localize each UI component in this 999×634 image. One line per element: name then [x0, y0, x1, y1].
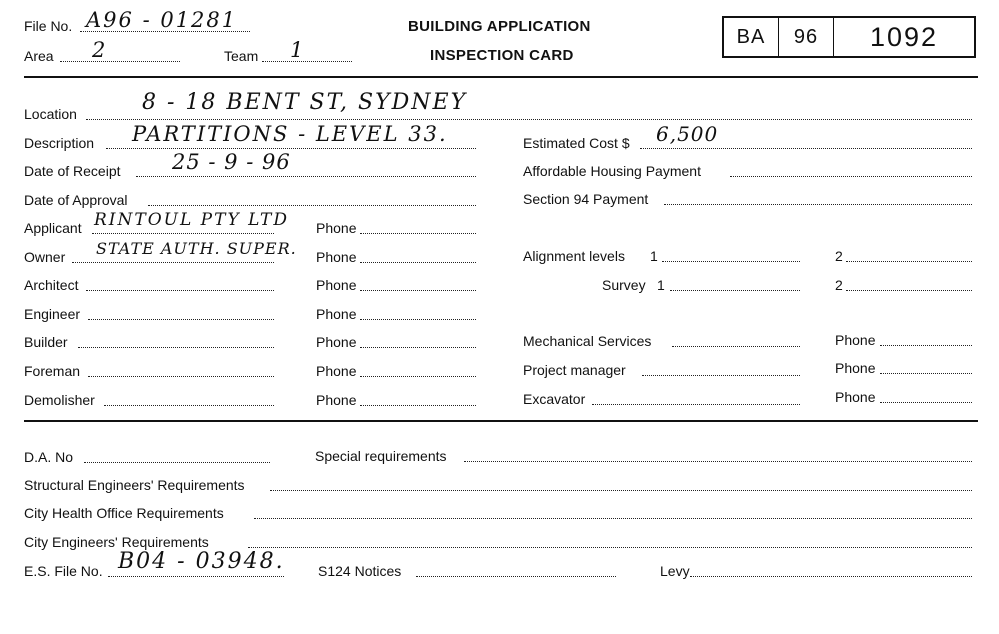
es-file-line — [108, 576, 284, 577]
health-label: City Health Office Requirements — [24, 505, 224, 521]
alignment-2: 2 — [835, 248, 843, 264]
engineer-line — [88, 319, 274, 320]
ref-number: 1092 — [869, 21, 939, 52]
area-value: 2 — [92, 38, 107, 62]
structural-line — [270, 490, 972, 491]
alignment-1: 1 — [650, 248, 658, 264]
city-eng-label: City Engineers' Requirements — [24, 534, 209, 550]
location-label: Location — [24, 106, 77, 122]
excavator-line — [592, 404, 800, 405]
location-line — [86, 119, 972, 120]
applicant-line — [92, 233, 274, 234]
mechanical-line — [672, 346, 800, 347]
owner-label: Owner — [24, 249, 66, 265]
alignment-1-line — [662, 261, 800, 262]
s124-label: S124 Notices — [318, 563, 402, 579]
ref-year: 96 — [779, 18, 834, 56]
es-file-value: B04 - 03948. — [118, 549, 285, 574]
receipt-value: 25 - 9 - 96 — [172, 150, 291, 174]
es-file-label: E.S. File No. — [24, 563, 103, 579]
estimated-cost-value: 6,500 — [656, 122, 719, 146]
demolisher-phone-label: Phone — [316, 392, 357, 408]
owner-phone-line — [360, 262, 476, 263]
location-value: 8 - 18 BENT ST, SYDNEY — [142, 90, 468, 115]
project-manager-phone-line — [880, 373, 972, 374]
project-manager-phone-label: Phone — [835, 360, 876, 376]
survey-label: Survey — [602, 277, 646, 293]
engineer-phone-label: Phone — [316, 306, 357, 322]
architect-label: Architect — [24, 277, 79, 293]
area-label: Area — [24, 48, 54, 64]
affordable-label: Affordable Housing Payment — [523, 163, 701, 179]
excavator-phone-label: Phone — [835, 389, 876, 405]
receipt-label: Date of Receipt — [24, 163, 121, 179]
file-no-label: File No. — [24, 18, 73, 34]
mechanical-phone-line — [880, 345, 972, 346]
foreman-label: Foreman — [24, 363, 81, 379]
city-eng-line — [248, 547, 972, 548]
owner-value: STATE AUTH. SUPER. — [96, 239, 297, 258]
special-label: Special requirements — [315, 448, 447, 464]
divider-top — [24, 76, 978, 78]
architect-phone-line — [360, 290, 476, 291]
alignment-2-line — [846, 261, 972, 262]
health-line — [254, 518, 972, 519]
description-value: PARTITIONS - LEVEL 33. — [132, 122, 448, 146]
foreman-phone-label: Phone — [316, 363, 357, 379]
ref-prefix: BA — [724, 18, 779, 56]
project-manager-line — [642, 375, 800, 376]
approval-line — [148, 205, 476, 206]
estimated-cost-line — [640, 148, 972, 149]
survey-1-line — [670, 290, 800, 291]
section94-label: Section 94 Payment — [523, 191, 649, 207]
team-line — [262, 61, 352, 62]
architect-line — [86, 290, 274, 291]
owner-phone-label: Phone — [316, 249, 357, 265]
da-no-label: D.A. No — [24, 449, 74, 465]
receipt-line — [136, 176, 476, 177]
architect-phone-label: Phone — [316, 277, 357, 293]
applicant-label: Applicant — [24, 220, 82, 236]
section94-line — [664, 204, 972, 205]
divider-middle — [24, 420, 978, 422]
engineer-label: Engineer — [24, 306, 81, 322]
engineer-phone-line — [360, 319, 476, 320]
builder-label: Builder — [24, 334, 68, 350]
mechanical-label: Mechanical Services — [523, 333, 652, 349]
approval-label: Date of Approval — [24, 192, 128, 208]
reference-box — [722, 16, 976, 58]
special-line — [464, 461, 972, 462]
description-label: Description — [24, 135, 95, 151]
alignment-label: Alignment levels — [523, 248, 625, 264]
project-manager-label: Project manager — [523, 362, 626, 378]
builder-line — [78, 347, 274, 348]
s124-line — [416, 576, 616, 577]
mechanical-phone-label: Phone — [835, 332, 876, 348]
applicant-value: RINTOUL PTY LTD — [94, 210, 289, 230]
affordable-line — [730, 176, 972, 177]
description-line — [106, 148, 476, 149]
team-label: Team — [224, 48, 259, 64]
demolisher-phone-line — [360, 405, 476, 406]
da-no-line — [84, 462, 270, 463]
estimated-cost-label: Estimated Cost $ — [523, 135, 630, 151]
applicant-phone-label: Phone — [316, 220, 357, 236]
file-no-value: A96 - 01281 — [86, 8, 238, 32]
survey-1: 1 — [657, 277, 665, 293]
levy-line — [690, 576, 972, 577]
structural-label: Structural Engineers' Requirements — [24, 477, 245, 493]
survey-2: 2 — [835, 277, 843, 293]
levy-label: Levy — [660, 563, 690, 579]
owner-line — [72, 262, 274, 263]
team-value: 1 — [290, 38, 305, 62]
foreman-phone-line — [360, 376, 476, 377]
survey-2-line — [846, 290, 972, 291]
demolisher-line — [104, 405, 274, 406]
card-title-line1: BUILDING APPLICATION — [408, 18, 591, 35]
card-title-line2: INSPECTION CARD — [430, 47, 574, 64]
excavator-phone-line — [880, 402, 972, 403]
excavator-label: Excavator — [523, 391, 586, 407]
demolisher-label: Demolisher — [24, 392, 95, 408]
area-line — [60, 61, 180, 62]
builder-phone-label: Phone — [316, 334, 357, 350]
builder-phone-line — [360, 347, 476, 348]
foreman-line — [88, 376, 274, 377]
applicant-phone-line — [360, 233, 476, 234]
